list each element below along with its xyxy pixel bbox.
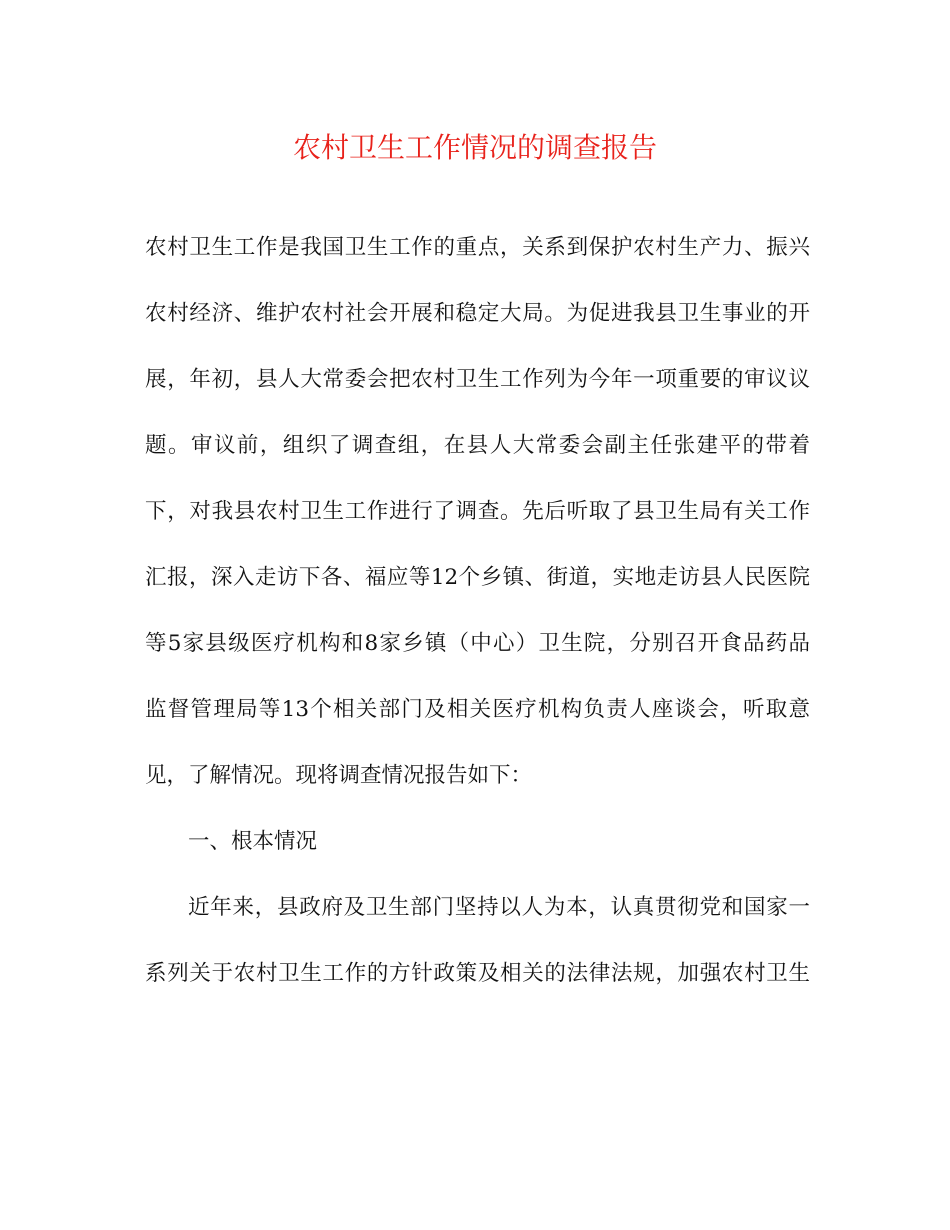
body-line-9: 见，了解情况。现将调查情况报告如下： (145, 763, 533, 788)
document-title: 农村卫生工作情况的调查报告 (292, 131, 657, 164)
body-line-7: 等5家县级医疗机构和8家乡镇（中心）卫生院，分别召开食品药品 (145, 631, 810, 656)
section-heading-basic-situation: 一、根本情况 (188, 829, 318, 854)
body-line-6: 汇报，深入走访下各、福应等12个乡镇、街道，实地走访县人民医院 (145, 565, 810, 590)
body-line-8: 监督管理局等13个相关部门及相关医疗机构负责人座谈会，听取意 (145, 697, 810, 722)
body-line-3: 展，年初，县人大常委会把农村卫生工作列为今年一项重要的审议议 (145, 367, 810, 392)
body-line-4: 题。审议前，组织了调查组，在县人大常委会副主任张建平的带着 (145, 433, 810, 458)
document-body (145, 230, 810, 1022)
body-line-5: 下，对我县农村卫生工作进行了调查。先后听取了县卫生局有关工作 (145, 499, 810, 524)
body-line-11: 近年来，县政府及卫生部门坚持以人为本，认真贯彻党和国家一 (188, 895, 810, 920)
body-line-2: 农村经济、维护农村社会开展和稳定大局。为促进我县卫生事业的开 (145, 301, 810, 326)
body-line-12: 系列关于农村卫生工作的方针政策及相关的法律法规，加强农村卫生 (145, 961, 810, 986)
body-line-1: 农村卫生工作是我国卫生工作的重点，关系到保护农村生产力、振兴 (145, 235, 810, 260)
